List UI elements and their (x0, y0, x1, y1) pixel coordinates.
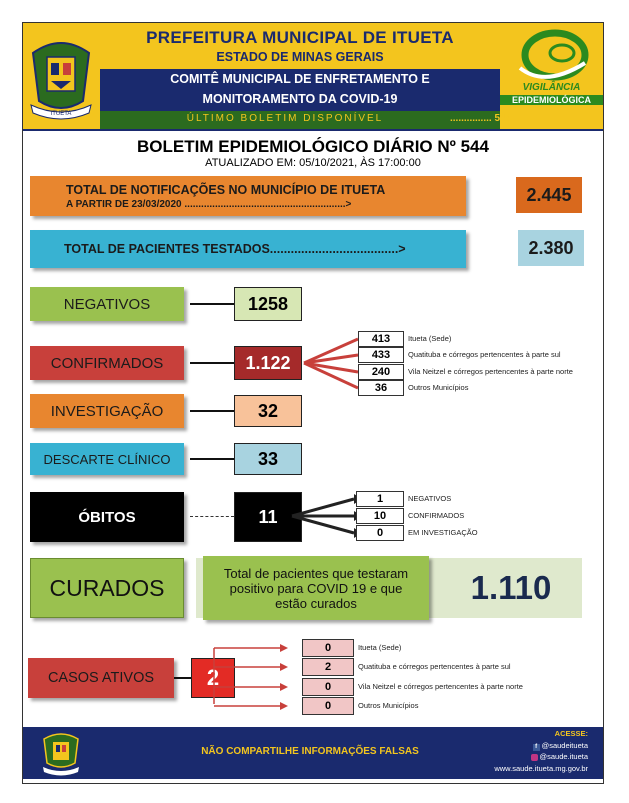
investigation-connector (190, 410, 234, 412)
negatives-value: 1258 (234, 287, 302, 321)
municipality-title: PREFEITURA MUNICIPAL DE ITUETA (146, 28, 454, 47)
committee-line-1: COMITÊ MUNICIPAL DE ENFRETAMENTO E (170, 72, 430, 86)
confirmed-sul-value: 433 (358, 347, 404, 363)
deaths-connector (190, 516, 234, 517)
confirmed-outros-value: 36 (358, 380, 404, 396)
deaths-box (30, 492, 184, 542)
footer-message: NÃO COMPARTILHE INFORMAÇÕES FALSAS (201, 746, 419, 757)
negatives-label: NEGATIVOS (63, 295, 151, 313)
confirmed-norte-label: Vila Neitzel e córregos pertencentes à parte norte (408, 367, 573, 376)
footer-facebook-handle: @saudeitueta (541, 741, 588, 750)
cured-label: CURADOS (49, 574, 165, 601)
active-outros-label: Outros Municípios (358, 701, 419, 710)
confirmed-sede-value: 413 (358, 331, 404, 347)
investigation-box (30, 394, 184, 428)
negatives-connector (190, 303, 234, 305)
footer-website[interactable]: www.saude.itueta.mg.gov.br (494, 764, 588, 773)
notifications-label-line1: TOTAL DE NOTIFICAÇÕES NO MUNICÍPIO DE ITUETA (66, 182, 386, 197)
confirmed-value: 1.122 (234, 346, 302, 380)
confirmed-sede-label: Itueta (Sede) (408, 334, 452, 343)
deaths-value: 11 (234, 492, 302, 542)
last-bulletin-value: 544 (494, 113, 512, 124)
active-box (28, 658, 174, 698)
deaths-confirmed-label: CONFIRMADOS (408, 511, 465, 520)
municipal-crest-icon (23, 23, 100, 129)
footer-crest-icon (38, 729, 84, 777)
deaths-negative-label: NEGATIVOS (408, 494, 452, 503)
confirmed-sul-label: Quatituba e córregos pertencentes à parte sul (408, 350, 561, 359)
facebook-icon: f (533, 744, 540, 751)
footer-facebook[interactable] (470, 741, 588, 751)
deaths-negative-value: 1 (356, 491, 404, 507)
active-connector (174, 677, 192, 679)
logo-text-line1: VIGILÂNCIA (522, 82, 581, 93)
tested-value: 2.380 (518, 230, 584, 266)
cured-value: 1.110 (470, 569, 552, 606)
tested-box (30, 230, 466, 268)
investigation-label: INVESTIGAÇÃO (50, 402, 164, 420)
active-norte-value: 0 (302, 678, 354, 696)
committee-line-2: MONITORAMENTO DA COVID-19 (202, 92, 398, 106)
negatives-box (30, 287, 184, 321)
last-bulletin-number[interactable] (450, 113, 550, 124)
active-norte-label: Vila Neitzel e córregos pertencentes à parte norte (358, 682, 523, 691)
crest-panel (23, 23, 100, 129)
deaths-confirmed-value: 10 (356, 508, 404, 524)
clinical-discard-box (30, 443, 184, 475)
clinical-discard-label: DESCARTE CLÍNICO (43, 451, 171, 467)
confirmed-connector (190, 362, 234, 364)
deaths-investigation-value: 0 (356, 525, 404, 541)
footer-crest (38, 729, 84, 777)
cured-box (30, 558, 184, 618)
state-title: ESTADO DE MINAS GERAIS (216, 50, 384, 64)
footer-instagram[interactable] (470, 752, 588, 761)
confirmed-norte-value: 240 (358, 364, 404, 380)
deaths-investigation-label: EM INVESTIGAÇÃO (408, 528, 478, 537)
logo-text-line2: EPIDEMIOLÓGICA (500, 95, 603, 105)
active-sul-label: Quatituba e córregos pertencentes à parte sul (358, 662, 511, 671)
cured-description: Total de pacientes que testaram positivo para COVID 19 e que estão curados (203, 556, 429, 620)
bulletin-updated: ATUALIZADO EM: 05/10/2021, ÀS 17:00:00 (205, 157, 421, 169)
clinical-discard-value: 33 (234, 443, 302, 475)
footer-access-label: ACESSE: (554, 729, 588, 738)
active-label: CASOS ATIVOS (47, 670, 155, 686)
active-sul-value: 2 (302, 658, 354, 676)
last-bulletin-dots: ............... (450, 113, 492, 124)
confirmed-label: CONFIRMADOS (50, 354, 164, 372)
active-arrows (208, 640, 292, 716)
deaths-label: ÓBITOS (78, 508, 136, 526)
investigation-value: 32 (234, 395, 302, 427)
notifications-box (30, 176, 466, 216)
active-outros-value: 0 (302, 697, 354, 715)
active-sede-value: 0 (302, 639, 354, 657)
notifications-value: 2.445 (516, 177, 582, 213)
active-value: 2 (191, 658, 235, 698)
instagram-icon (531, 754, 538, 761)
last-bulletin-label: ÚLTIMO BOLETIM DISPONÍVEL (186, 113, 384, 124)
confirmed-box (30, 346, 184, 380)
confirmed-outros-label: Outros Municípios (408, 383, 469, 392)
active-sede-label: Itueta (Sede) (358, 643, 402, 652)
tested-label: TOTAL DE PACIENTES TESTADOS.....................................> (64, 242, 406, 256)
clinical-discard-connector (190, 458, 234, 460)
notifications-label-line2: A PARTIR DE 23/03/2020 ..........................................................> (66, 198, 352, 210)
footer-instagram-handle: @saude.itueta (539, 752, 588, 761)
bulletin-title: BOLETIM EPIDEMIOLÓGICO DIÁRIO Nº 544 (137, 137, 489, 156)
crest-label: ITUETA (50, 111, 72, 117)
